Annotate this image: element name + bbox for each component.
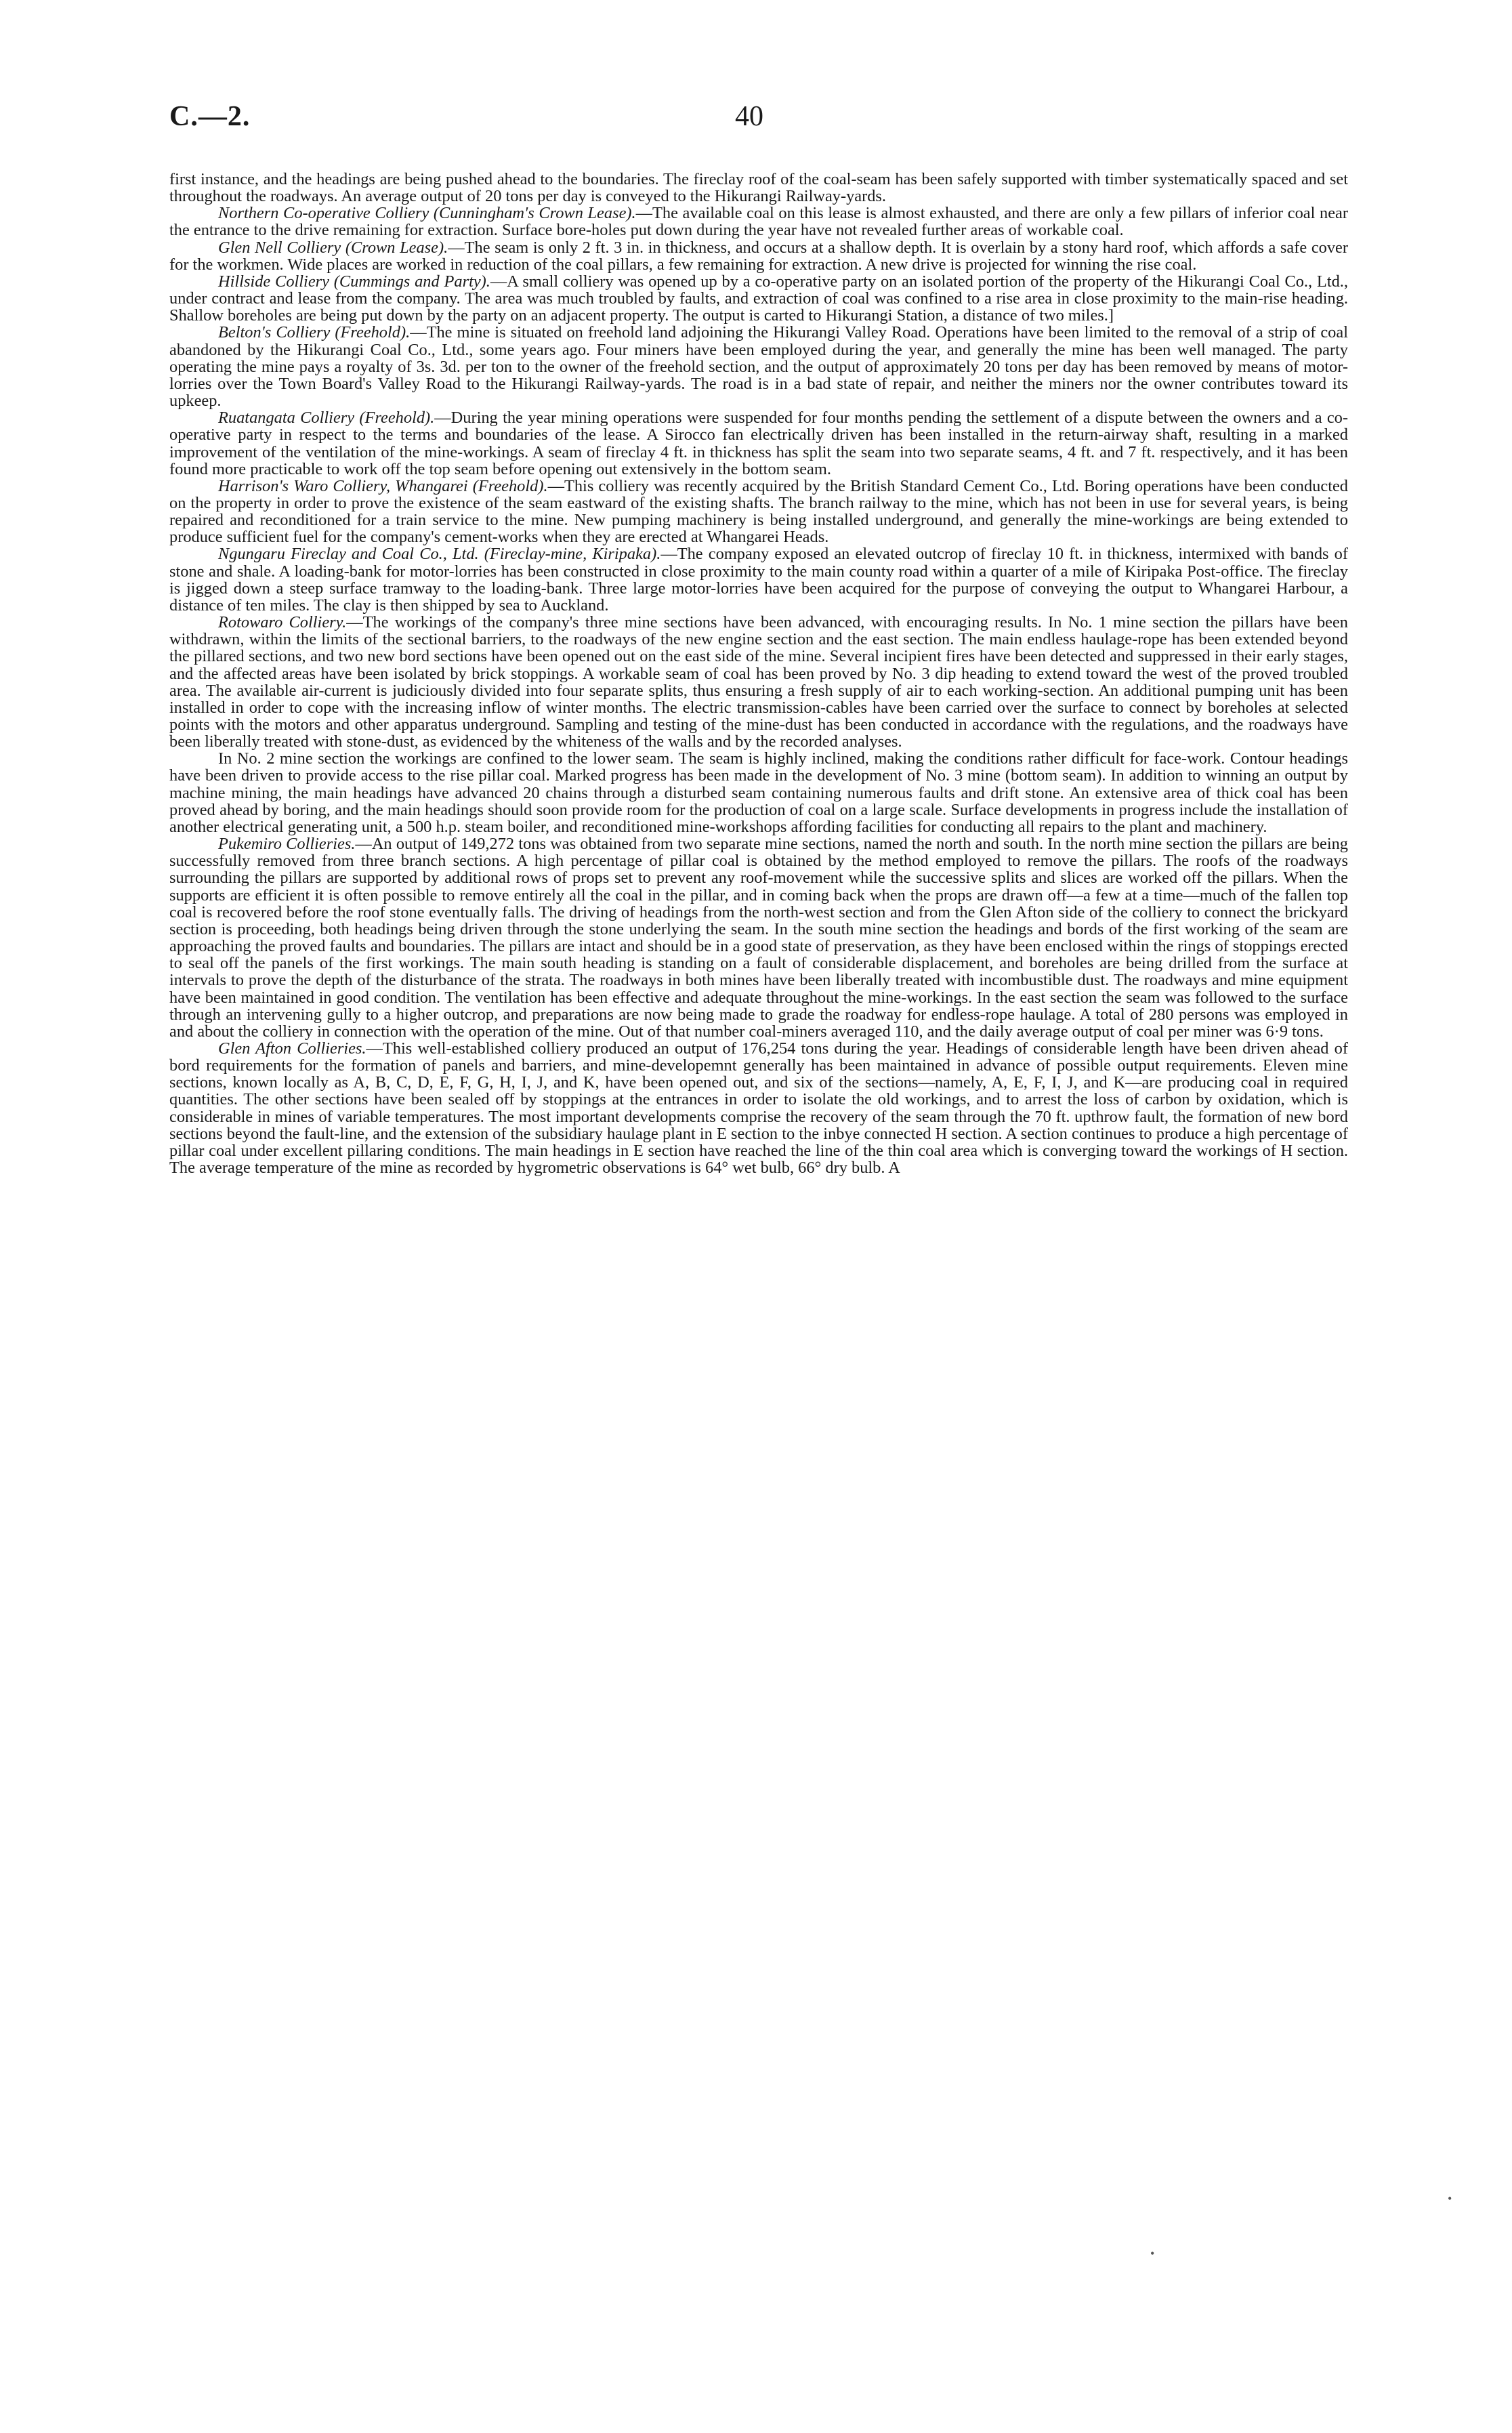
paragraph-ngungaru <box>169 545 1348 614</box>
page-number: 40 <box>735 101 763 132</box>
paragraph-harrison-waro <box>169 478 1348 546</box>
paragraph-title: Hillside Colliery (Cummings and Party). <box>218 272 490 291</box>
paragraph-text: —A small colliery was opened up by a co-operative party on an isolated portion of the property of the Hikurangi Coal Co., Ltd., under contract and lease from the company. The area was much troubled by faults, and extraction of coal was confined to a rise area in close proximity to the main-rise heading. Shallow boreholes are being put down by the party on an adjacent property. The output is carted to Hikurangi Station, a distance of two miles.] <box>169 272 1348 325</box>
scan-speck: • <box>1448 2192 1452 2205</box>
paragraph-text: —The mine is situated on freehold land adjoining the Hikurangi Valley Road. Operations have been limited to the removal of a strip of coal abandoned by the Hikurangi Coal Co., Ltd., some years ago. Four miners have been employed during the year, and generally the mine has been well managed. The party operating the mine pays a royalty of 3s. 3d. per ton to the owner of the freehold section, and the output of approximately 20 tons per day has been removed by means of motor-lorries over the Town Board's Valley Road to the Hikurangi Railway-yards. The road is in a bad state of repair, and neither the miners nor the owner contributes toward its upkeep. <box>169 323 1348 411</box>
paragraph-text: —The workings of the company's three mine sections have been advanced, with encouraging results. In No. 1 mine section the pillars have been withdrawn, within the limits of the sectional barriers, to the roadways of the new engine section and the east section. The main endless haulage-rope has been extended beyond the pillared sections, and two new bord sections have been opened out on the east side of the mine. Several incipient fires have been detected and suppressed in their early stages, and the affected areas have been isolated by brick stoppings. A workable seam of coal has been proved by No. 3 dip heading to extend toward the west of the proved troubled area. The available air-current is judiciously divided into four separate splits, thus ensuring a fresh supply of air to each working-section. An additional pumping unit has been installed in order to cope with the increasing inflow of winter months. The electric transmission-cables have been carried over the surface to connect by boreholes at selected points with the motors and other apparatus underground. Sampling and testing of the mine-dust has been conducted in accordance with the regulations, and the roadways have been liberally treated with stone-dust, as evidenced by the whiteness of the walls and by the recorded analyses. <box>169 613 1348 751</box>
paragraph-belton <box>169 324 1348 409</box>
paragraph-pukemiro <box>169 835 1348 1040</box>
body-text <box>169 171 1348 1176</box>
paragraph-text: —The available coal on this lease is almost exhausted, and there are only a few pillars of inferior coal near the entrance to the drive remaining for extraction. Surface bore-holes put down during the year have not revealed further areas of workable coal. <box>169 204 1348 240</box>
scan-speck: • <box>1150 2247 1155 2260</box>
paragraph-title: Pukemiro Collieries. <box>218 835 356 854</box>
paragraph-text: first instance, and the headings are being pushed ahead to the boundaries. The fireclay roof of the coal-seam has been safely supported with timber systematically spaced and set throughout the roadways. An average output of 20 tons per day is conveyed to the Hikurangi Railway-yards. <box>169 170 1348 206</box>
paragraph-title: Belton's Colliery (Freehold). <box>218 323 411 342</box>
paragraph-title: Harrison's Waro Colliery, Whangarei (Freehold). <box>218 476 548 495</box>
paragraph-title: Ngungaru Fireclay and Coal Co., Ltd. (Fireclay-mine, Kiripaka). <box>218 545 661 564</box>
paragraph-title: Glen Afton Collieries. <box>218 1039 366 1058</box>
paragraph-text: —The company exposed an elevated outcrop of fireclay 10 ft. in thickness, intermixed with bands of stone and shale. A loading-bank for motor-lorries has been constructed in close proximity to the main county road within a quarter of a mile of Kiripaka Post-office. The fireclay is jigged down a steep surface tramway to the loading-bank. Three large motor-lorries have been acquired for the purpose of conveying the output to Whangarei Harbour, a distance of ten miles. The clay is then shipped by sea to Auckland. <box>169 545 1348 615</box>
paragraph-no2-mine <box>169 750 1348 835</box>
paragraph-text: In No. 2 mine section the workings are confined to the lower seam. The seam is highly inclined, making the conditions rather difficult for face-work. Contour headings have been driven to provide access to the rise pillar coal. Marked progress has been made in the development of No. 3 mine (bottom seam). In addition to winning an output by machine mining, the main headings have advanced 20 chains through a disturbed seam containing numerous faults and drift stone. An extensive area of thick coal has been proved ahead by boring, and the main headings should soon provide room for the production of coal on a large scale. Surface developments in progress include the installation of another electrical generating unit, a 500 h.p. steam boiler, and reconditioned mine-workshops affording facilities for conducting all repairs to the plant and machinery. <box>169 749 1348 836</box>
paragraph-text: —An output of 149,272 tons was obtained from two separate mine sections, named the north and south. In the north mine section the pillars are being successfully removed from three branch sections. A high percentage of pillar coal is obtained by the method employed to remove the pillars. The roofs of the roadways surrounding the pillars are supported by additional rows of props set to prevent any roof-movement while the successive splits and slices are worked off the pillars. When the supports are efficient it is often possible to remove entirely all the coal in the pillar, and in coming back when the props are drawn off—a few at a time—much of the fallen top coal is recovered before the roof stone eventually falls. The driving of headings from the north-west section and from the Glen Afton side of the colliery to connect the brickyard section is proceeding, both headings being driven through the stone underlying the seam. In the south mine section the headings and bords of the first working of the seam are approaching the proved faults and boundaries. The pillars are intact and should be in a good state of preservation, as they have been enclosed within the rings of stoppings erected to seal off the panels of the first workings. The main south heading is standing on a fault of considerable displacement, and boreholes are being drilled from the surface at intervals to prove the depth of the disturbance of the strata. The roadways in both mines have been liberally treated with incombustible dust. The roadways and mine equipment have been maintained in good condition. The ventilation has been effective and adequate throughout the mine-workings. In the east section the seam was followed to the surface through an intervening gully to a higher outcrop, and preparations are now being made to grade the roadway for endless-rope haulage. A total of 280 persons was employed in and about the colliery in connection with the operation of the mine. Out of that number coal-miners averaged 110, and the daily average output of coal per miner was 6·9 tons. <box>169 835 1348 1041</box>
document-code: C.—2. <box>169 101 251 132</box>
paragraph-title: Glen Nell Colliery (Crown Lease). <box>218 238 448 257</box>
paragraph-rotowaro <box>169 614 1348 750</box>
paragraph-text: —This colliery was recently acquired by the British Standard Cement Co., Ltd. Boring operations have been conducted on the property in order to prove the existence of the seam eastward of the existing shafts. The branch railway to the mine, which has not been in use for several years, is being repaired and reconditioned for a train service to the mine. New pumping machinery is being installed underground, and generally the mine-workings are being extended to produce sufficient fuel for the company's cement-works when they are erected at Whangarei Heads. <box>169 476 1349 547</box>
paragraph-ruatangata <box>169 409 1348 478</box>
paragraph-title: Northern Co-operative Colliery (Cunningham's Crown Lease). <box>218 204 636 223</box>
page-header <box>0 100 1512 148</box>
paragraph-glen-nell <box>169 239 1348 273</box>
paragraph-continuation <box>169 171 1348 205</box>
paragraph-text: —The seam is only 2 ft. 3 in. in thickness, and occurs at a shallow depth. It is overlain by a stony hard roof, which affords a safe cover for the workmen. Wide places are worked in reduction of the coal pillars, a few remaining for extraction. A new drive is projected for winning the rise coal. <box>169 238 1348 274</box>
paragraph-hillside <box>169 273 1348 324</box>
paragraph-text: —During the year mining operations were suspended for four months pending the settlement of a dispute between the owners and a co-operative party in respect to the terms and boundaries of the lease. A Sirocco fan electrically driven has been installed in the return-airway shaft, resulting in a marked improvement of the ventilation of the mine-workings. A seam of fireclay 4 ft. in thickness has split the seam into two separate seams, 4 ft. and 7 ft. respectively, and it has been found more practicable to work off the top seam before opening out extensively in the bottom seam. <box>169 409 1348 478</box>
paragraph-northern-cooperative <box>169 205 1348 238</box>
paragraph-title: Rotowaro Colliery. <box>218 613 347 632</box>
paragraph-text: —This well-established colliery produced an output of 176,254 tons during the year. Headings of considerable length have been driven ahead of bord requirements for the formation of panels and barriers, and mine-developemnt generally has been maintained in advance of possible output requirements. Eleven mine sections, known locally as A, B, C, D, E, F, G, H, I, J, and K, have been opened out, and six of the sections—namely, A, E, F, I, J, and K—are producing coal in required quantities. The other sections have been sealed off by stoppings at the entrances in order to isolate the old workings, and to arrest the loss of carbon by oxidation, which is considerable in mines of variable temperatures. The most important developments comprise the recovery of the seam through the 70 ft. upthrow fault, the formation of new bord sections beyond the fault-line, and the extension of the subsidiary haulage plant in E section to the inbye connected H section. A section continues to produce a high percentage of pillar coal under excellent pillaring conditions. The main headings in E section have reached the line of the thin coal area which is converging toward the workings of H section. The average temperature of the mine as recorded by hygrometric observations is 64° wet bulb, 66° dry bulb. A <box>169 1039 1348 1178</box>
paragraph-glen-afton <box>169 1040 1348 1176</box>
paragraph-title: Ruatangata Colliery (Freehold). <box>218 409 435 428</box>
